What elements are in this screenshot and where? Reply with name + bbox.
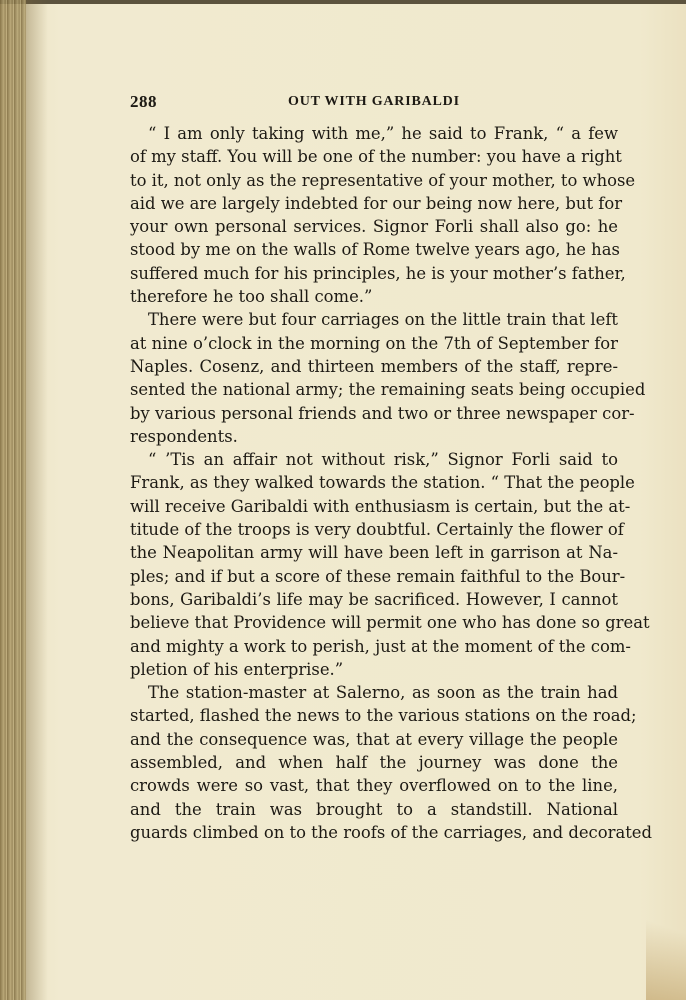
text-line: titude of the troops is very doubtful. Certainly the flower of <box>130 520 624 540</box>
text-line: Frank, as they walked towards the station. “ That the people <box>130 473 635 493</box>
text-line: will receive Garibaldi with enthusiasm is certain, but the at- <box>130 496 631 516</box>
text-line: The station-master at Salerno, as soon as the train had <box>148 683 618 703</box>
page-top-edge <box>0 0 686 4</box>
text-line: your own personal services. Signor Forli shall also go: he <box>130 217 618 237</box>
text-line: the Neapolitan army will have been left in garrison at Na- <box>130 543 618 563</box>
text-line: ples; and if but a score of these remain faithful to the Bour- <box>130 566 626 586</box>
body-text <box>130 122 652 844</box>
text-line: started, flashed the news to the various stations on the road; <box>130 706 637 726</box>
text-line: of my staff. You will be one of the number: you have a right <box>130 147 622 167</box>
text-line: and the consequence was, that at every village the people <box>130 729 618 749</box>
text-line: bons, Garibaldi’s life may be sacrificed. However, I cannot <box>130 589 618 609</box>
text-line: by various personal friends and two or three newspaper cor- <box>130 403 635 423</box>
text-line: and the train was brought to a standstill. National <box>130 799 618 819</box>
text-line: There were but four carriages on the little train that left <box>148 310 618 330</box>
text-line: suffered much for his principles, he is your mother’s father, <box>130 263 626 283</box>
text-line: guards climbed on to the roofs of the carriages, and decorated <box>130 822 652 842</box>
page-header <box>130 92 618 116</box>
text-line: crowds were so vast, that they overflowed on to the line, <box>130 776 618 796</box>
text-line: believe that Providence will permit one who has done so great <box>130 613 650 633</box>
text-line: “ I am only taking with me,” he said to Frank, “ a few <box>148 124 618 143</box>
page-number: 288 <box>130 92 157 111</box>
text-line: pletion of his enterprise.” <box>130 659 344 679</box>
text-line: assembled, and when half the journey was done the <box>130 753 618 773</box>
text-line: to it, not only as the representative of your mother, to whose <box>130 170 636 190</box>
text-line: at nine o’clock in the morning on the 7th of September for <box>130 333 618 353</box>
text-line: and mighty a work to perish, just at the moment of the com- <box>130 636 631 656</box>
text-line: respondents. <box>130 426 238 446</box>
text-line: Naples. Cosenz, and thirteen members of the staff, repre- <box>130 356 618 376</box>
page-stain <box>646 880 686 1000</box>
text-line: sented the national army; the remaining seats being occupied <box>130 380 646 400</box>
text-line: aid we are largely indebted for our being now here, but for <box>130 193 623 213</box>
running-head: OUT WITH GARIBALDI <box>288 94 460 109</box>
text-line: stood by me on the walls of Rome twelve years ago, he has <box>130 240 620 260</box>
gutter-shadow <box>26 0 48 1000</box>
text-line: “ ’Tis an affair not without risk,” Signor Forli said to <box>148 450 618 470</box>
book-binding <box>0 0 26 1000</box>
text-line: therefore he too shall come.” <box>130 287 373 307</box>
